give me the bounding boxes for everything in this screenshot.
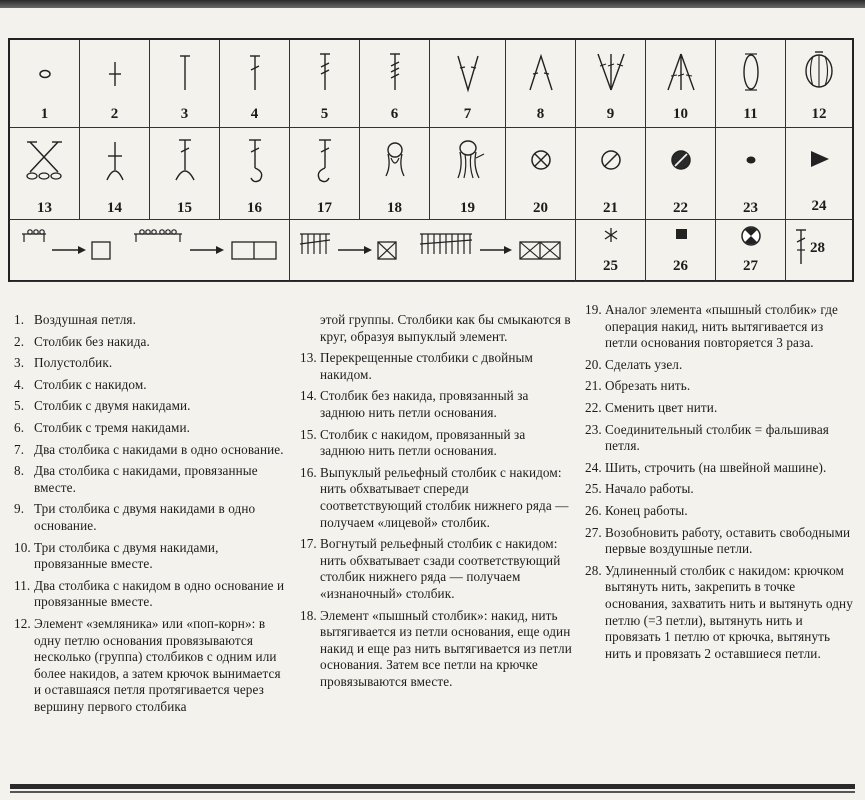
popcorn-icon bbox=[786, 40, 852, 110]
legend-item: 26. Конец работы. bbox=[585, 502, 688, 518]
symbol-cell-5 bbox=[290, 40, 360, 128]
symbol-cell-1 bbox=[10, 40, 80, 128]
symbol-number: 25 bbox=[603, 258, 618, 274]
legend-item: 15. Столбик с накидом, провязанный за заднюю нить петли основания. bbox=[300, 426, 526, 459]
symbol-table bbox=[8, 38, 854, 282]
half-double-icon bbox=[150, 40, 220, 110]
legend-item: 10. Три столбика с двумя накидами, провязанные вместе. bbox=[14, 539, 219, 572]
symbol-number: 6 bbox=[390, 106, 399, 122]
legend-column-1 bbox=[14, 312, 286, 720]
single-crochet-icon bbox=[80, 40, 150, 110]
symbol-cell-21 bbox=[576, 128, 646, 220]
legend-item: 13. Перекрещенные столбики с двойным накидом. bbox=[300, 350, 533, 382]
puff-stitch-icon bbox=[360, 128, 430, 198]
symbol-cell-28 bbox=[786, 220, 852, 282]
symbol-number: 1 bbox=[40, 106, 49, 122]
legend-item: 23. Соединительный столбик = фальшивая петля. bbox=[585, 421, 829, 454]
symbol-cell-7 bbox=[430, 40, 506, 128]
symbol-cell-23 bbox=[716, 128, 786, 220]
symbol-number: 4 bbox=[250, 106, 259, 122]
symbol-cell-25 bbox=[576, 220, 646, 282]
symbol-number: 16 bbox=[247, 200, 262, 216]
symbol-cell-3 bbox=[150, 40, 220, 128]
symbol-number: 20 bbox=[533, 200, 548, 216]
symbol-cell-chain-to-square bbox=[10, 220, 290, 282]
symbol-cell-9 bbox=[576, 40, 646, 128]
symbol-number: 8 bbox=[536, 106, 545, 122]
crossed-stitch-icon bbox=[10, 128, 80, 198]
legend-column-2 bbox=[300, 312, 572, 695]
legend-column-3 bbox=[585, 302, 853, 667]
symbol-number: 5 bbox=[320, 106, 329, 122]
bottom-rule bbox=[10, 784, 855, 789]
chain-to-square-icon bbox=[10, 220, 290, 282]
three-tr-cluster-icon bbox=[646, 40, 716, 110]
legend-item: 24. Шить, строчить (на швейной машине). bbox=[585, 459, 827, 475]
symbol-number: 7 bbox=[463, 106, 472, 122]
v-stitch-icon bbox=[430, 40, 506, 110]
symbol-number: 19 bbox=[460, 200, 475, 216]
legend-item: 6. Столбик с тремя накидами. bbox=[14, 419, 191, 435]
front-post-dc-icon bbox=[220, 128, 290, 198]
double-treble-icon bbox=[360, 40, 430, 110]
symbol-cell-12 bbox=[786, 40, 852, 128]
legend-item: 16. Выпуклый рельефный столбик с накидом: нить обхватывает спереди соответствующий столбик нижнего ряда — получаем «лицевой» столбик. bbox=[300, 464, 569, 530]
symbol-cell-6 bbox=[360, 40, 430, 128]
legend-item: 22. Сменить цвет нити. bbox=[585, 399, 718, 415]
end-square-icon bbox=[646, 220, 716, 260]
symbol-cell-19 bbox=[430, 128, 506, 220]
cut-thread-icon bbox=[576, 128, 646, 198]
sc-back-loop-icon bbox=[80, 128, 150, 198]
legend-item: 27. Возобновить работу, оставить свободными первые воздушные петли. bbox=[585, 524, 851, 557]
symbol-cell-22 bbox=[646, 128, 716, 220]
symbol-number: 23 bbox=[743, 200, 758, 216]
legend-item: 19. Аналог элемента «пышный столбик» где операция накид, нить вытягивается из петли основания повторяется 3 раза. bbox=[585, 302, 838, 351]
symbol-number: 3 bbox=[180, 106, 189, 122]
symbol-cell-18 bbox=[360, 128, 430, 220]
symbol-cell-4 bbox=[220, 40, 290, 128]
symbol-cell-24 bbox=[786, 128, 852, 220]
symbol-cell-11 bbox=[716, 40, 786, 128]
symbol-cell-15 bbox=[150, 128, 220, 220]
legend-item: 18. Элемент «пышный столбик»: накид, нить вытягивается из петли основания, еще один накид и еще раз нить вытягивается из петли основания. Затем все петли на крючке провязываются вместе. bbox=[300, 607, 572, 689]
legend-item: 11. Два столбика с накидом в одно основание и провязанные вместе. bbox=[14, 577, 285, 610]
symbol-cell-10 bbox=[646, 40, 716, 128]
symbol-number: 18 bbox=[387, 200, 402, 216]
legend-item: 14. Столбик без накида, провязанный за заднюю нить петли основания. bbox=[300, 388, 529, 420]
symbol-number: 12 bbox=[811, 106, 827, 122]
symbol-number: 15 bbox=[177, 200, 192, 216]
symbol-cell-13 bbox=[10, 128, 80, 220]
legend-item: 25. Начало работы. bbox=[585, 481, 694, 497]
symbol-number: 26 bbox=[673, 258, 688, 274]
double-crochet-icon bbox=[220, 40, 290, 110]
symbol-cell-20 bbox=[506, 128, 576, 220]
sew-icon bbox=[786, 128, 852, 198]
legend-item: 20. Сделать узел. bbox=[585, 356, 683, 372]
symbol-number: 28 bbox=[810, 240, 825, 256]
symbol-number: 9 bbox=[606, 106, 615, 122]
legend-item: 4. Столбик с накидом. bbox=[14, 376, 147, 392]
legend-item: 28. Удлиненный столбик с накидом: крючком вытянуть нить, закрепить в точке основания, захватить нить и вытянуть одну петлю (=3 петли), вытянуть нить и провязать 1 петлю от крючка, вытянуть нить и провязать 2 оставшиеся петли. bbox=[585, 562, 853, 661]
symbol-number: 11 bbox=[743, 106, 758, 122]
slip-stitch-icon bbox=[716, 128, 786, 198]
symbol-cell-14 bbox=[80, 128, 150, 220]
symbol-number: 13 bbox=[37, 200, 52, 216]
symbol-number: 17 bbox=[317, 200, 332, 216]
legend-item: 9. Три столбика с двумя накидами в одно основание. bbox=[14, 501, 256, 533]
change-color-icon bbox=[646, 128, 716, 198]
symbol-cell-26 bbox=[646, 220, 716, 282]
legend-item: 8. Два столбика с накидами, провязанные вместе. bbox=[14, 463, 258, 495]
symbol-cell-8 bbox=[506, 40, 576, 128]
symbol-number: 10 bbox=[673, 106, 688, 122]
symbol-number: 27 bbox=[743, 258, 758, 274]
knot-icon bbox=[506, 128, 576, 198]
symbol-cell-27 bbox=[716, 220, 786, 282]
legend-item: 12. Элемент «земляника» или «поп-корн»: в одну петлю основания провязываются несколько (группа) столбиков с одним или более накидов, а затем крючок вынимается и оставшаяся петля протягивается через вершину первого столбика bbox=[14, 615, 281, 714]
legend-item: 2. Столбик без накида. bbox=[14, 333, 150, 349]
dc2tog-icon bbox=[506, 40, 576, 110]
symbol-number: 22 bbox=[673, 200, 688, 216]
legend-item: 1. Воздушная петля. bbox=[14, 312, 136, 327]
three-tr-shell-icon bbox=[576, 40, 646, 110]
dc-to-crossed-square-icon bbox=[290, 220, 576, 282]
legend-item: 7. Два столбика с накидами в одно основание. bbox=[14, 441, 284, 457]
resume-work-icon bbox=[716, 220, 786, 260]
legend-item: 21. Обрезать нить. bbox=[585, 378, 691, 394]
legend-item-continued: этой группы. Столбики как бы смыкаются в круг, образуя выпуклый элемент. bbox=[320, 312, 571, 344]
legend-item: 17. Вогнутый рельефный столбик с накидом: нить обхватывает сзади соответствующий столбик нижнего ряда — получаем «изнаночный» столбик. bbox=[300, 536, 561, 601]
dc-shell-closed-icon bbox=[716, 40, 786, 110]
symbol-number: 14 bbox=[107, 200, 122, 216]
symbol-cell-16 bbox=[220, 128, 290, 220]
bottom-rule-thin bbox=[10, 791, 855, 793]
dc-back-loop-icon bbox=[150, 128, 220, 198]
start-asterisk-icon bbox=[576, 220, 646, 260]
symbol-number: 2 bbox=[110, 106, 119, 122]
symbol-cell-2 bbox=[80, 40, 150, 128]
symbol-cell-dc-to-square bbox=[290, 220, 576, 282]
top-rule bbox=[0, 0, 865, 8]
legend-item: 3. Полустолбик. bbox=[14, 355, 113, 371]
legend-item: 5. Столбик с двумя накидами. bbox=[14, 398, 191, 414]
treble-crochet-icon bbox=[290, 40, 360, 110]
symbol-number: 21 bbox=[603, 200, 618, 216]
chain-stitch-icon bbox=[10, 40, 80, 110]
symbol-number: 24 bbox=[811, 198, 827, 214]
symbol-cell-17 bbox=[290, 128, 360, 220]
puff-stitch-3-icon bbox=[430, 128, 506, 198]
back-post-dc-icon bbox=[290, 128, 360, 198]
